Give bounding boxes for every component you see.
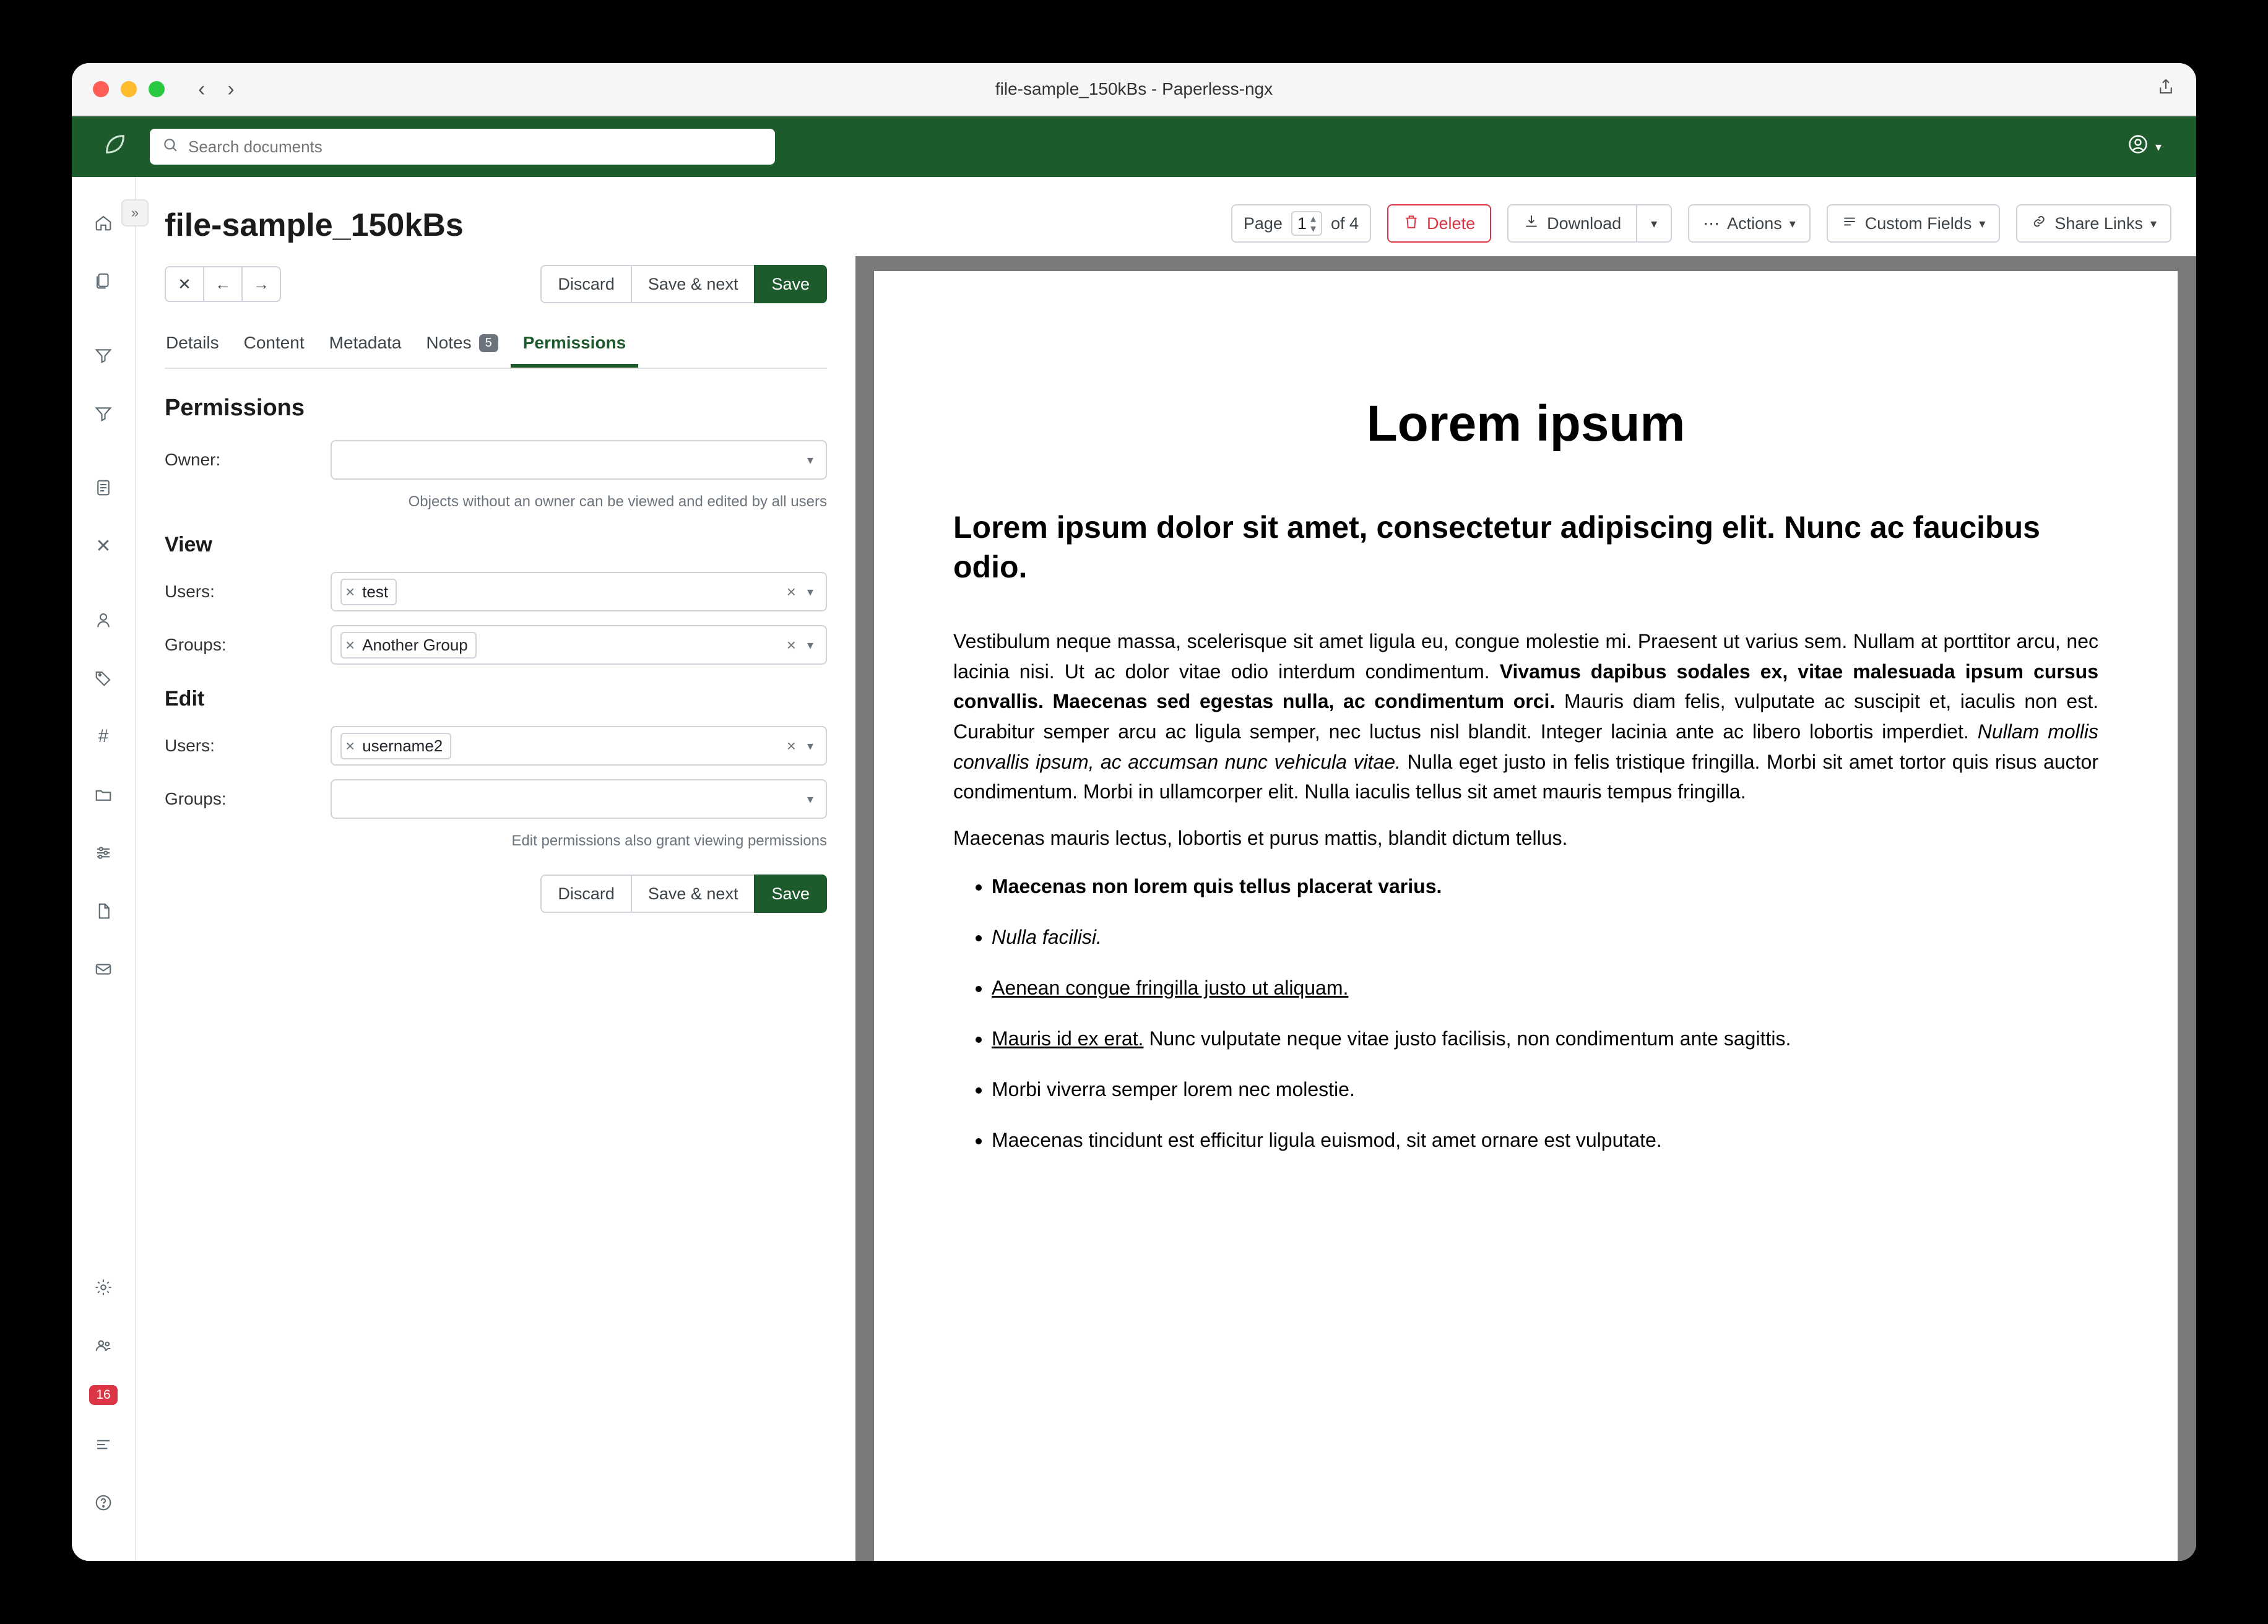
sidebar-item-mail[interactable]: [85, 951, 122, 988]
page-selector[interactable]: [1231, 204, 1371, 243]
save-buttons-bottom: [165, 875, 827, 913]
chip-remove-icon[interactable]: ×: [345, 635, 355, 654]
chip-label: test: [362, 582, 389, 601]
account-menu[interactable]: [2127, 133, 2175, 161]
text-run: Maecenas tincidunt est efficitur ligula euismod, sit amet ornare est vulputate.: [992, 1129, 1662, 1152]
search-input[interactable]: [187, 137, 763, 157]
chevron-down-icon[interactable]: ▾: [807, 638, 813, 652]
clear-icon[interactable]: ×: [786, 736, 796, 755]
back-icon[interactable]: ‹: [198, 77, 206, 101]
chip-edit-user[interactable]: [340, 733, 451, 759]
text-run-italic: Nullam mollis convallis ipsum, ac accumsan nunc vehicula vitae.: [953, 720, 2099, 773]
save-button[interactable]: Save: [754, 265, 827, 303]
sidebar-item-users-groups[interactable]: [85, 1327, 122, 1364]
preview-bullet-list: [953, 871, 2098, 1155]
page-number-input[interactable]: 1: [1297, 214, 1307, 233]
app-top-bar: [72, 116, 2196, 177]
sidebar-item-file-tasks[interactable]: [85, 892, 122, 930]
save-and-next-button[interactable]: Save & next: [631, 265, 756, 303]
sidebar-item-saved-view-1[interactable]: [85, 337, 122, 374]
maximize-window-button[interactable]: [149, 81, 165, 97]
list-icon: [1842, 214, 1858, 234]
sidebar-collapse-icon[interactable]: »: [121, 199, 149, 227]
share-links-button[interactable]: [2016, 204, 2171, 243]
sidebar: [72, 177, 139, 1561]
list-item: [992, 1024, 2098, 1053]
text-run-bold: Vivamus dapibus sodales ex, vitae malesuada ipsum cursus convallis. Maecenas sed egestas nulla, ac condimentum orci.: [953, 660, 2099, 713]
window-title: file-sample_150kBs - Paperless-ngx: [995, 79, 1273, 98]
tab-content[interactable]: [232, 324, 317, 368]
sidebar-item-logs[interactable]: [85, 1426, 122, 1463]
view-users-label: Users:: [165, 582, 215, 601]
chevron-down-icon: ▾: [1979, 217, 1986, 231]
text-run-underline: Mauris id ex erat.: [992, 1027, 1144, 1050]
next-document-button[interactable]: →: [241, 266, 281, 302]
view-groups-select[interactable]: [331, 625, 827, 665]
paperless-leaf-icon[interactable]: [93, 132, 137, 162]
edit-heading: Edit: [165, 687, 205, 710]
list-item: [992, 973, 2098, 1003]
chip-remove-icon[interactable]: ×: [345, 582, 355, 601]
title-bar: [72, 63, 2196, 116]
text-run-underline: Aenean congue fringilla justo ut aliquam.: [992, 977, 1349, 1000]
chip-label: username2: [362, 736, 443, 755]
preview-paragraph-2: Maecenas mauris lectus, lobortis et purus mattis, blandit dictum tellus.: [953, 826, 1568, 849]
edit-toolbar-row: [165, 265, 827, 303]
app-body: [72, 177, 2196, 1561]
text-run: Nunc vulputate neque vitae justo facilisis, non condimentum ante sagittis.: [1143, 1027, 1791, 1050]
custom-fields-button[interactable]: [1827, 204, 2001, 243]
edit-groups-label: Groups:: [165, 789, 227, 808]
search-icon: [162, 137, 178, 157]
pdf-page: [874, 271, 2178, 1561]
preview-column: [855, 177, 2196, 1561]
preview-title: Lorem ipsum: [1366, 395, 1686, 452]
minimize-window-button[interactable]: [121, 81, 137, 97]
discard-button-bottom[interactable]: Discard: [540, 875, 632, 913]
edit-groups-row: [165, 779, 827, 819]
sidebar-item-saved-view-2[interactable]: [85, 395, 122, 432]
sidebar-item-document-types[interactable]: #: [98, 726, 109, 746]
download-label: Download: [1547, 214, 1622, 233]
sidebar-item-dashboard[interactable]: [85, 204, 122, 241]
edit-hint: Edit permissions also grant viewing permissions: [511, 832, 827, 849]
chevron-down-icon[interactable]: ▾: [807, 739, 813, 753]
owner-field-row: [165, 440, 827, 480]
page-stepper-icon[interactable]: ▴ ▾: [1310, 212, 1316, 235]
chevron-down-icon[interactable]: ▾: [807, 453, 813, 467]
document-preview[interactable]: [855, 256, 2196, 1561]
tab-label: Notes: [426, 333, 472, 352]
forward-icon[interactable]: ›: [227, 77, 235, 101]
dots-icon: ⋯: [1703, 214, 1720, 233]
window-controls[interactable]: [93, 81, 165, 97]
view-heading: View: [165, 533, 212, 556]
sidebar-item-open-document[interactable]: [85, 469, 122, 506]
search-box[interactable]: [150, 129, 775, 165]
chevron-down-icon[interactable]: ▾: [807, 792, 813, 806]
tab-metadata[interactable]: [317, 324, 414, 368]
sidebar-item-storage-paths[interactable]: [85, 776, 122, 813]
chevron-down-icon: ▾: [2150, 217, 2157, 231]
tab-details[interactable]: [165, 324, 232, 368]
tab-bar: [165, 324, 827, 369]
view-groups-row: [165, 625, 827, 665]
chip-view-user[interactable]: [340, 579, 397, 605]
previous-document-button[interactable]: ←: [203, 266, 243, 302]
status-badge: 16: [89, 1385, 117, 1405]
document-toolbar: [855, 177, 2196, 256]
account-circle-icon[interactable]: [2127, 133, 2149, 161]
save-and-next-button-bottom[interactable]: Save & next: [631, 875, 756, 913]
text-run: Nulla eget justo in felis tristique fringilla. Morbi sit amet tortor quis risus auctor condimentum. Morbi in ullamcorper elit. Nulla iaculis tellus sit amet mauris tempus fringilla.: [953, 750, 2099, 803]
text-run: Morbi viverra semper lorem nec molestie.: [992, 1078, 1355, 1101]
page-total-label: of 4: [1331, 214, 1359, 233]
document-nav-buttons: [165, 266, 281, 302]
sidebar-item-custom-fields[interactable]: [85, 834, 122, 871]
list-item: [992, 871, 2098, 901]
tab-label: Content: [243, 333, 305, 352]
page-title: file-sample_150kBs: [165, 207, 464, 243]
list-item: [992, 1125, 2098, 1155]
list-item: [992, 1074, 2098, 1104]
save-button-bottom[interactable]: Save: [754, 875, 827, 913]
custom-fields-label: Custom Fields: [1864, 214, 1972, 233]
page-label: Page: [1243, 214, 1283, 233]
preview-subtitle: Lorem ipsum dolor sit amet, consectetur adipiscing elit. Nunc ac faucibus odio.: [953, 510, 2040, 584]
text-run-bold: Maecenas non lorem quis tellus placerat varius.: [992, 875, 1442, 898]
edit-groups-select[interactable]: [331, 779, 827, 819]
share-links-label: Share Links: [2054, 214, 2143, 233]
preview-paragraph-1: [953, 626, 2098, 807]
sidebar-item-help[interactable]: [85, 1484, 122, 1521]
actions-button[interactable]: [1688, 204, 1811, 243]
chevron-down-icon[interactable]: ▾: [2155, 140, 2162, 154]
text-run: Mauris diam felis, vulputate ac suscipit et, iaculis non est. Curabitur semper arcu ac ligula semper, nec luctus nisl blandit. Integer lacinia ante ac libero lobortis imperdiet.: [953, 690, 2099, 743]
view-users-select[interactable]: [331, 572, 827, 611]
sidebar-item-correspondents[interactable]: [85, 602, 122, 639]
download-icon: [1523, 214, 1539, 234]
document-edit-pane: [136, 177, 855, 1561]
tab-notes[interactable]: [413, 324, 510, 368]
trash-icon: [1403, 214, 1419, 234]
tab-label: Details: [166, 333, 219, 352]
chevron-down-icon[interactable]: ▾: [807, 585, 813, 599]
sidebar-bottom: [85, 1269, 122, 1561]
app-window: [72, 63, 2196, 1561]
owner-select[interactable]: [331, 440, 827, 480]
view-groups-label: Groups:: [165, 635, 227, 654]
edit-users-label: Users:: [165, 736, 215, 755]
sidebar-item-tags[interactable]: [85, 660, 122, 697]
clear-icon[interactable]: ×: [786, 582, 796, 601]
text-run: Vestibulum neque massa, scelerisque sit amet ligula eu, congue molestie mi. Praesent ut varius sem. Nullam at porttitor arcu, nec lacinia nisi. Ut ac dolor vitae odio interdum condimentum.: [953, 630, 2098, 683]
chevron-down-icon: ▾: [1789, 217, 1796, 231]
download-split-button: [1507, 204, 1672, 243]
owner-hint: Objects without an owner can be viewed and edited by all users: [408, 493, 827, 510]
download-button[interactable]: [1507, 204, 1637, 243]
permissions-heading: Permissions: [165, 395, 305, 421]
notes-count-badge: 5: [479, 334, 498, 352]
close-document-button[interactable]: ✕: [165, 266, 204, 302]
view-users-row: [165, 572, 827, 611]
delete-button[interactable]: [1387, 204, 1491, 243]
delete-label: Delete: [1427, 214, 1476, 233]
chip-view-group[interactable]: [340, 632, 477, 659]
download-dropdown-button[interactable]: ▾: [1637, 204, 1672, 243]
discard-button[interactable]: Discard: [540, 265, 632, 303]
clear-icon[interactable]: ×: [786, 635, 796, 654]
chip-label: Another Group: [362, 635, 468, 654]
save-buttons-top: [540, 265, 827, 303]
tab-permissions[interactable]: [511, 324, 639, 368]
tab-label: Metadata: [329, 333, 402, 352]
link-icon: [2031, 214, 2047, 234]
actions-label: Actions: [1727, 214, 1782, 233]
chip-remove-icon[interactable]: ×: [345, 736, 355, 755]
tab-label: Permissions: [522, 333, 626, 352]
owner-label: Owner:: [165, 450, 221, 469]
sidebar-item-settings[interactable]: [85, 1269, 122, 1306]
browser-navigation[interactable]: [198, 79, 235, 100]
text-run-italic: Nulla facilisi.: [992, 926, 1102, 949]
close-window-button[interactable]: [93, 81, 109, 97]
list-item: [992, 922, 2098, 952]
sidebar-item-close-document[interactable]: ✕: [95, 535, 111, 556]
edit-users-row: [165, 726, 827, 766]
edit-users-select[interactable]: [331, 726, 827, 766]
sidebar-item-documents[interactable]: [85, 262, 122, 300]
share-icon[interactable]: [2157, 77, 2175, 101]
